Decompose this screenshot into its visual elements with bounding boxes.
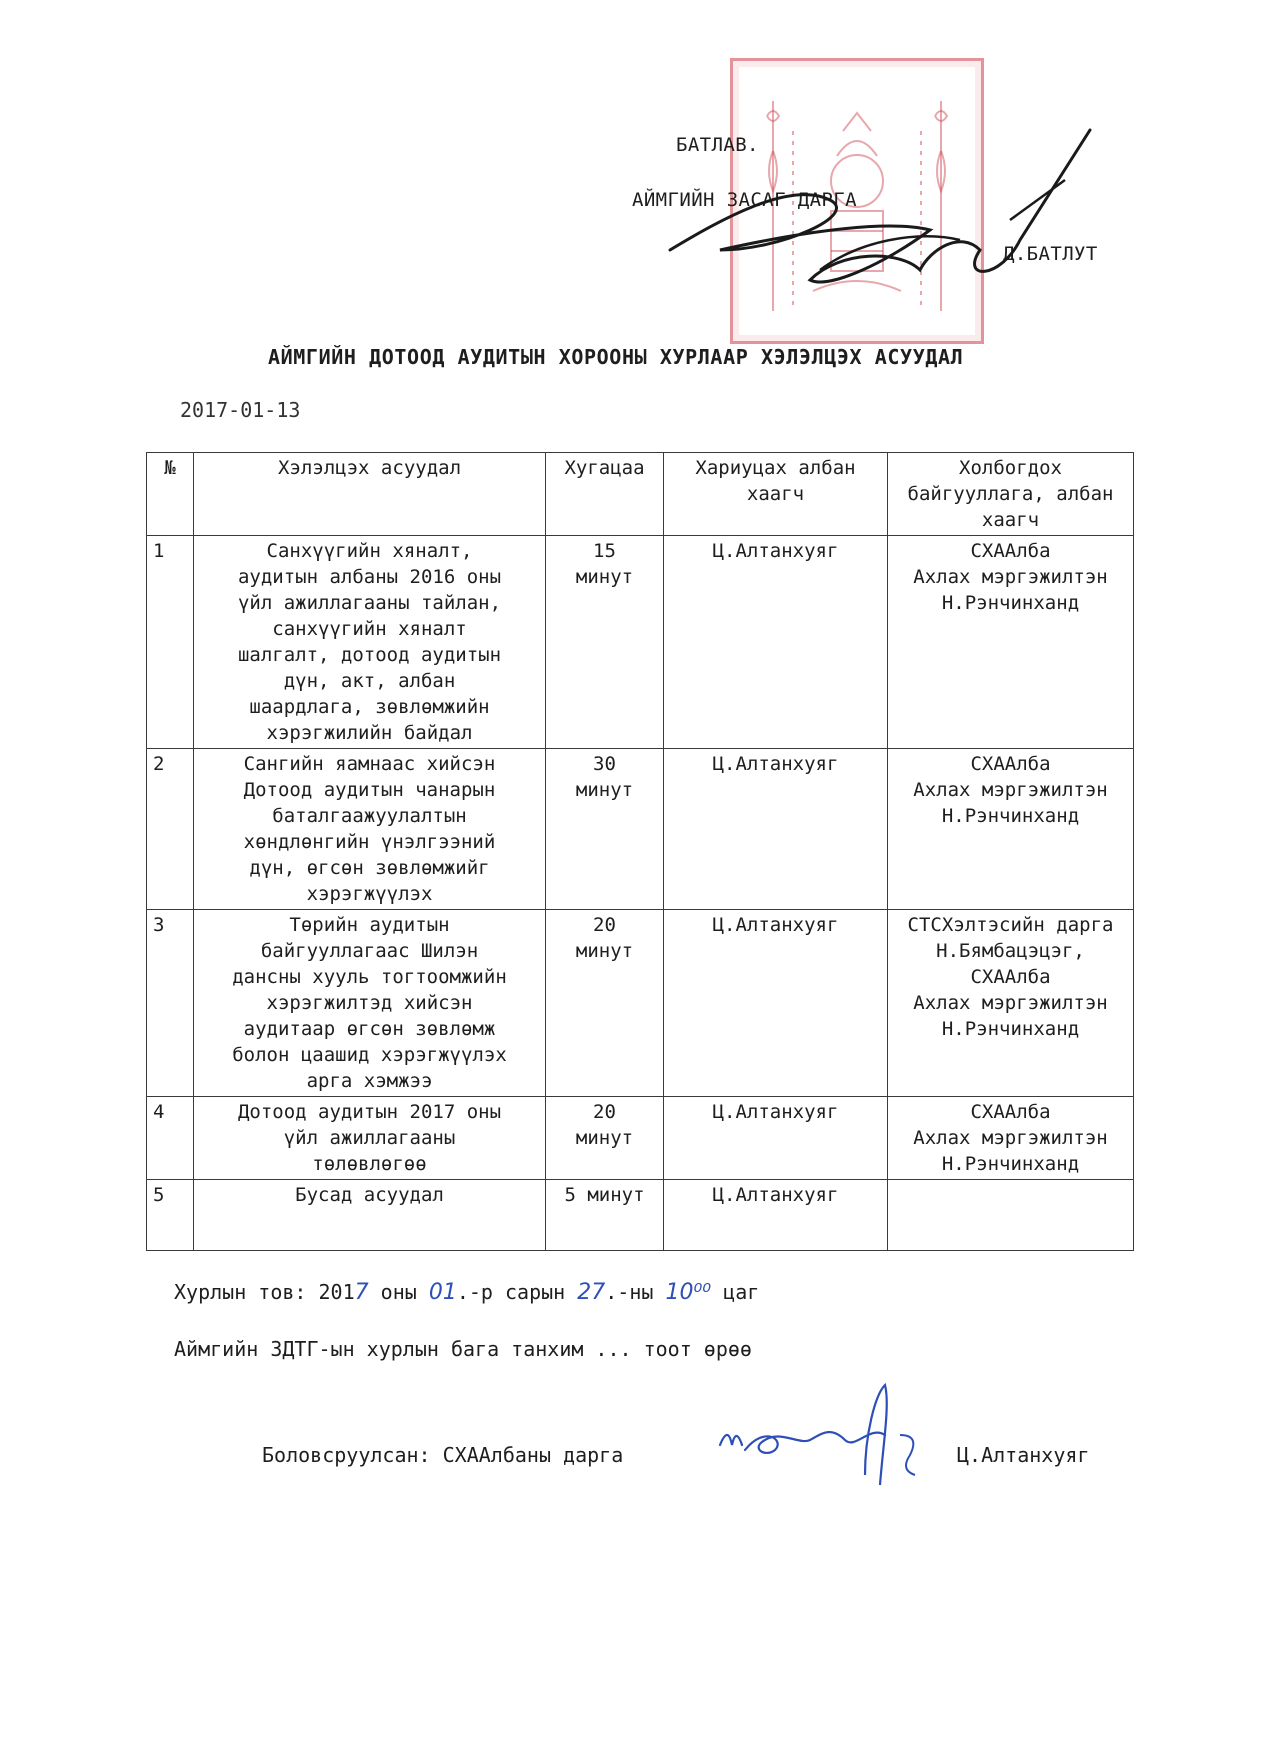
meeting-place: Аймгийн ЗДТГ-ын хурлын бага танхим ... тоот өрөө [174,1337,752,1361]
row-responsible: Ц.Алтанхуяг [664,1097,888,1180]
row-duration: 20 минут [546,1097,664,1180]
row-duration: 5 минут [546,1180,664,1251]
row-responsible: Ц.Алтанхуяг [664,749,888,910]
handwritten-day: 27 [577,1280,606,1305]
header-responsible: Хариуцах албан хаагч [664,453,888,536]
row-issue: Бусад асуудал [194,1180,546,1251]
handwritten-month: 01 [428,1280,457,1305]
row-related: СХААлба Ахлах мэргэжилтэн Н.Рэнчинханд [888,536,1134,749]
row-responsible: Ц.Алтанхуяг [664,910,888,1097]
table-row [147,749,1134,910]
preparer-signature [715,1375,955,1495]
row-number: 1 [147,536,194,749]
row-related: СХААлба Ахлах мэргэжилтэн Н.Рэнчинханд [888,1097,1134,1180]
row-responsible: Ц.Алтанхуяг [664,536,888,749]
meeting-schedule: Хурлын тов: 2017 оны 01.-р сарын 27.-ны 10⁰⁰ цаг [174,1280,760,1305]
approval-label: БАТЛАВ. [676,134,759,156]
handwritten-hour: 10⁰⁰ [665,1280,712,1305]
row-related: СТСХэлтэсийн дарга Н.Бямбацэцэг, СХААлба Ахлах мэргэжилтэн Н.Рэнчинханд [888,910,1134,1097]
document-title: АЙМГИЙН ДОТООД АУДИТЫН ХОРООНЫ ХУРЛААР ХЭЛЭЛЦЭХ АСУУДАЛ [268,345,964,369]
row-number: 5 [147,1180,194,1251]
table-row [147,910,1134,1097]
row-related [888,1180,1134,1251]
table-row [147,536,1134,749]
row-number: 4 [147,1097,194,1180]
approver-position: АЙМГИЙН ЗАСАГ ДАРГА [632,189,857,211]
document-date: 2017-01-13 [180,398,301,422]
header-issue: Хэлэлцэх асуудал [194,453,546,536]
row-issue: Санхүүгийн хяналт, аудитын албаны 2016 оны үйл ажиллагааны тайлан, санхүүгийн хяналт шалгалт, дотоод аудитын дүн, акт, албан шаардлага, зөвлөмжийн хэрэгжилийн байдал [194,536,546,749]
row-number: 3 [147,910,194,1097]
row-issue: Сангийн яамнаас хийсэн Дотоод аудитын чанарын баталгаажуулалтын хөндлөнгийн үнэлгээний дүн, өгсөн зөвлөмжийг хэрэгжүүлэх [194,749,546,910]
row-issue: Төрийн аудитын байгууллагаас Шилэн дансны хууль тогтоомжийн хэрэгжилтэд хийсэн аудитаар өгсөн зөвлөмж болон цаашид хэрэгжүүлэх арга хэмжээ [194,910,546,1097]
row-duration: 15 минут [546,536,664,749]
approver-name: Д.БАТЛУТ [1003,243,1098,265]
row-responsible: Ц.Алтанхуяг [664,1180,888,1251]
row-duration: 30 минут [546,749,664,910]
prepared-by-label: Боловсруулсан: СХААлбаны дарга [262,1443,624,1467]
header-related: Холбогдох байгууллага, албан хаагч [888,453,1134,536]
row-related: СХААлба Ахлах мэргэжилтэн Н.Рэнчинханд [888,749,1134,910]
table-row [147,1097,1134,1180]
row-number: 2 [147,749,194,910]
header-number: № [147,453,194,536]
handwritten-year-digit: 7 [354,1280,369,1305]
preparer-name: Ц.Алтанхуяг [957,1443,1090,1467]
row-issue: Дотоод аудитын 2017 оны үйл ажиллагааны төлөвлөгөө [194,1097,546,1180]
agenda-table [146,452,1134,1251]
table-header-row [147,453,1134,536]
table-row [147,1180,1134,1251]
row-duration: 20 минут [546,910,664,1097]
header-duration: Хугацаа [546,453,664,536]
